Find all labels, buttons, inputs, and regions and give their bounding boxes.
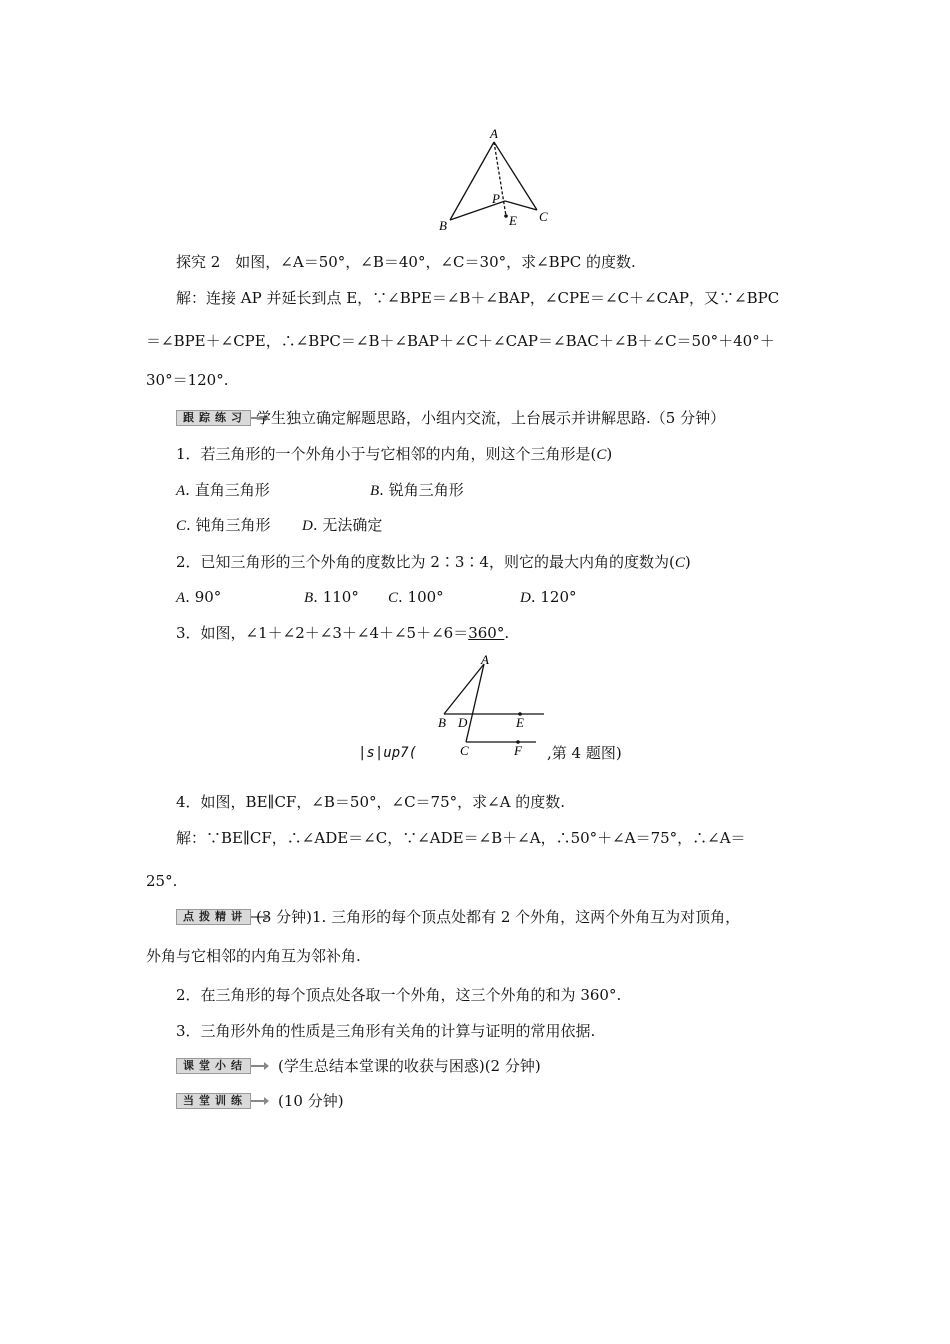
practice-intro: 学生独立确定解题思路，小组内交流，上台展示并讲解思路.（5 分钟） [256, 409, 726, 427]
label-c: C [539, 209, 548, 224]
q2-opt-b-letter: B [304, 590, 314, 606]
q2-opt-d: . 120° [530, 588, 577, 606]
q1-opt-d: . 无法确定 [312, 516, 383, 534]
q1-close: ) [606, 445, 613, 463]
q2-stem-text: 2．已知三角形的三个外角的度数比为 2∶3∶4，则它的最大内角的度数为( [176, 553, 675, 571]
q1-opt-b-letter: B [370, 483, 380, 499]
q2-options [176, 587, 846, 608]
label-p: P [492, 191, 500, 206]
guide-point3: 3．三角形外角的性质是三角形有关角的计算与证明的常用依据. [176, 1022, 596, 1040]
label-b: B [439, 218, 447, 233]
q1-opt-a-letter: A [176, 483, 186, 499]
q3-end: . [504, 624, 510, 642]
explore2-solution-line3: 30°＝120°. [146, 371, 229, 389]
training-tag-label: 当堂训练 [176, 1093, 251, 1109]
q1-opt-a: . 直角三角形 [185, 481, 270, 499]
fig4-caption: ,第 4 题图) [547, 744, 622, 762]
q2-opt-a-letter: A [176, 590, 186, 606]
q3-stem [176, 623, 846, 643]
label-d: D [458, 715, 468, 730]
fig4-prefix: |s|up7( [358, 745, 418, 761]
q2-opt-c-letter: C [388, 590, 399, 606]
q3-stem-text: 3．如图，∠1＋∠2＋∠3＋∠4＋∠5＋∠6＝ [176, 624, 469, 642]
arrow-icon [251, 1065, 267, 1067]
q2-opt-c: . 100° [398, 588, 444, 606]
explore2-question: 探究 2 如图，∠A＝50°，∠B＝40°，∠C＝30°，求∠BPC 的度数. [176, 253, 636, 271]
training-tag [176, 1092, 269, 1110]
summary-tag-label: 课堂小结 [176, 1058, 251, 1074]
figure-triangle-bpc [430, 124, 560, 236]
label-a: A [490, 126, 498, 141]
q2-answer: C [674, 555, 685, 571]
q1-opt-b: . 锐角三角形 [379, 481, 464, 499]
summary-tag [176, 1057, 269, 1075]
guide-point1-b: 外角与它相邻的内角互为邻补角. [146, 947, 361, 965]
q1-options-row2 [176, 515, 846, 536]
q1-opt-c: . 钝角三角形 [186, 516, 271, 534]
q1-opt-c-letter: C [176, 518, 187, 534]
q2-opt-a: . 90° [185, 588, 222, 606]
q4-solution-line2: 25°. [146, 872, 178, 890]
guide-point1-a: (3 分钟)1. 三角形的每个顶点处都有 2 个外角，这两个外角互为对顶角， [256, 908, 741, 926]
q1-options-row1 [176, 480, 846, 501]
label-b: B [438, 715, 446, 730]
q4-solution-line1: 解：∵BE∥CF，∴∠ADE＝∠C，∵∠ADE＝∠B＋∠A，∴50°＋∠A＝75°，∴∠A＝ [176, 829, 746, 847]
explore2-solution-line2: ＝∠BPE＋∠CPE，∴∠BPC＝∠B＋∠BAP＋∠C＋∠CAP＝∠BAC＋∠B＋∠C＝50°＋40°＋ [146, 332, 775, 350]
label-f: F [514, 743, 522, 758]
q2-opt-b: . 110° [313, 588, 359, 606]
guide-point2: 2．在三角形的每个顶点处各取一个外角，这三个外角的和为 360°. [176, 986, 622, 1004]
guide-tag-label: 点拨精讲 [176, 909, 251, 925]
label-a: A [481, 652, 489, 667]
q1-opt-d-letter: D [302, 518, 313, 534]
q1-answer: C [596, 447, 607, 463]
q1-stem-text: 1．若三角形的一个外角小于与它相邻的内角，则这个三角形是( [176, 445, 597, 463]
q3-answer: 360° [468, 624, 505, 642]
label-e: E [516, 715, 524, 730]
explore2-solution-line1: 解：连接 AP 并延长到点 E，∵∠BPE＝∠B＋∠BAP，∠CPE＝∠C＋∠CAP，又∵∠BPC [176, 289, 780, 307]
summary-text: (学生总结本堂课的收获与困惑)(2 分钟) [278, 1057, 541, 1075]
training-text: (10 分钟) [278, 1092, 344, 1110]
label-e: E [509, 213, 517, 228]
practice-tag-label: 跟踪练习 [176, 410, 251, 426]
q4-stem: 4．如图，BE∥CF，∠B＝50°，∠C＝75°，求∠A 的度数. [176, 793, 566, 811]
q1-stem [176, 444, 846, 465]
q2-opt-d-letter: D [520, 590, 531, 606]
label-c: C [460, 743, 469, 758]
q2-stem [176, 552, 846, 573]
arrow-icon [251, 1100, 267, 1102]
q2-close: ) [684, 553, 691, 571]
